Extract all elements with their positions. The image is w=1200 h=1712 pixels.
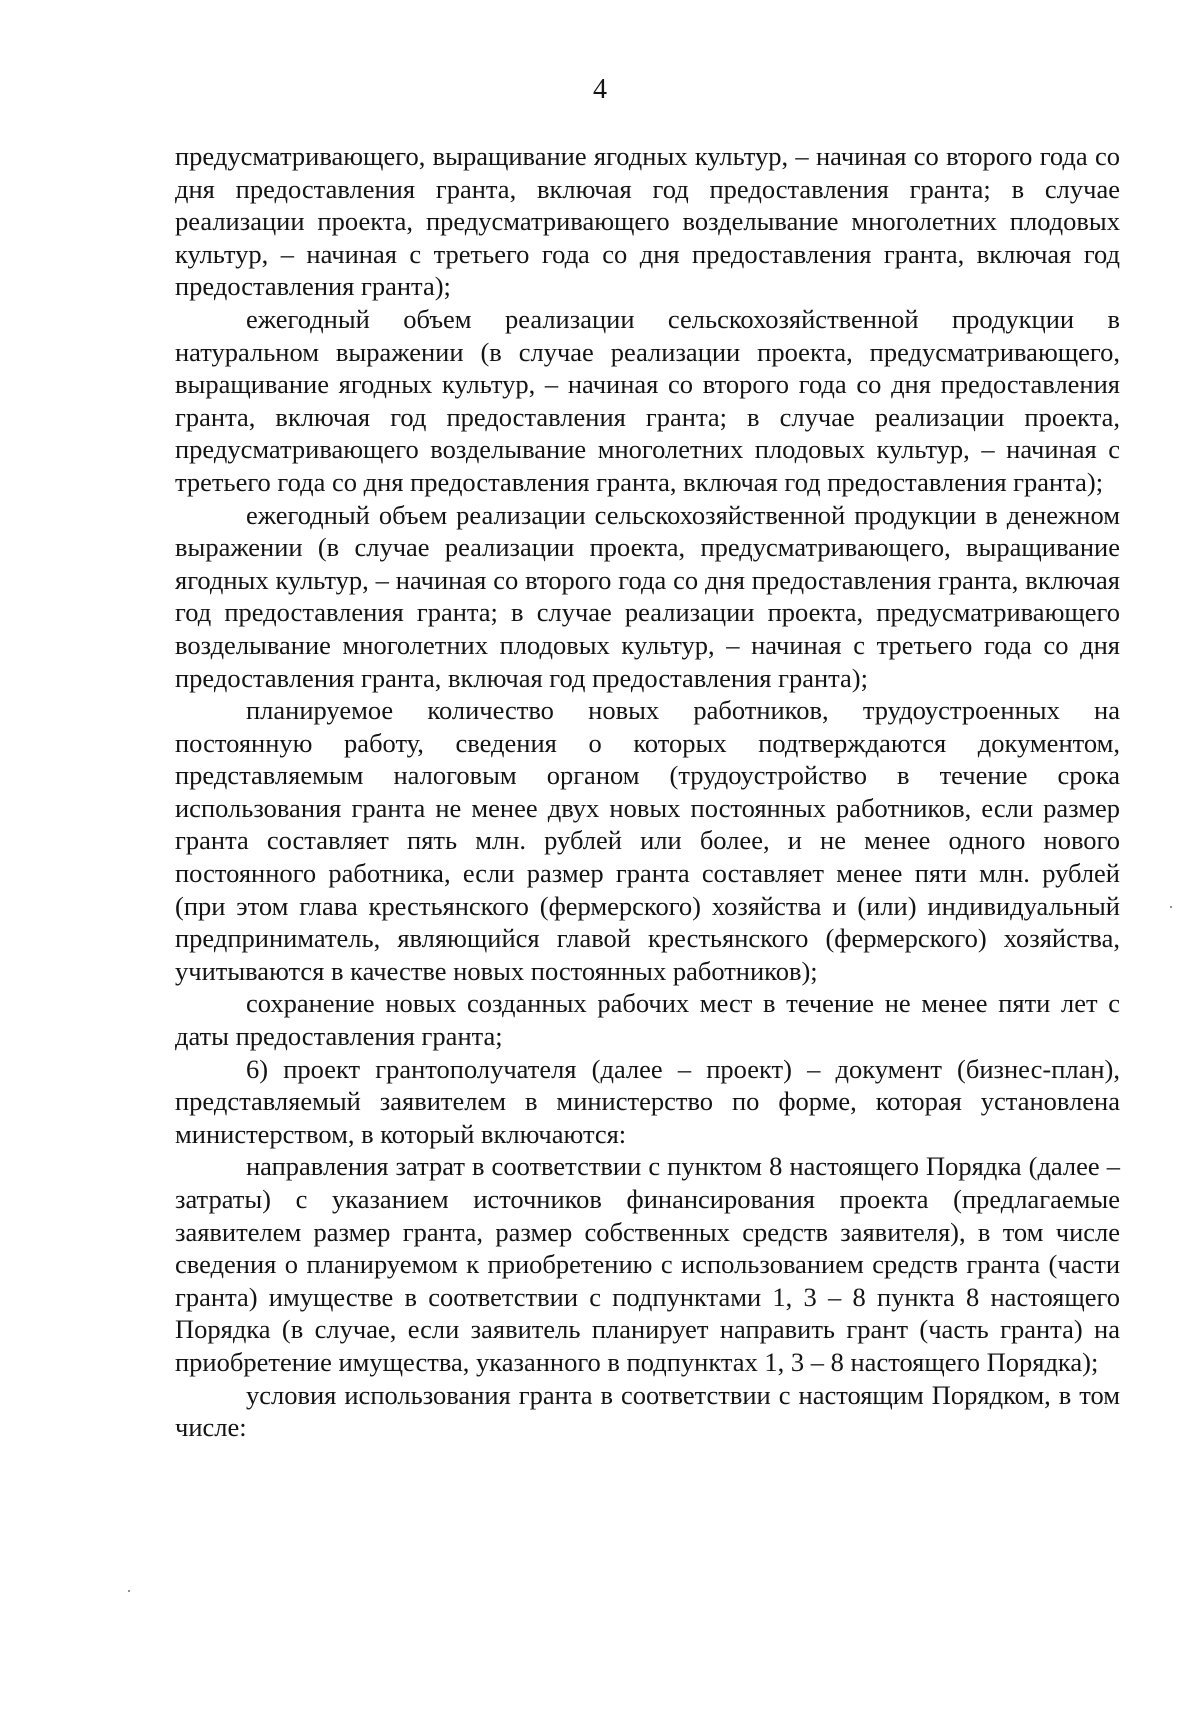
paragraph-monetary-volume: ежегодный объем реализации сельскохозяйственной продукции в денежном выражении (в случае реализации проекта, предусматривающего, выращивание ягодных культур, – начиная со второго года со дня предоставления гранта, включая год предоставления гранта; в случае реализации проекта, предусматривающего возделывание многолетних плодовых культур, – начиная с третьего года со дня предоставления гранта, включая год предоставления гранта); bbox=[175, 499, 1120, 693]
scan-speck bbox=[128, 1590, 130, 1592]
paragraph-natural-volume: ежегодный объем реализации сельскохозяйственной продукции в натуральном выражении (в случае реализации проекта, предусматривающего, выращивание ягодных культур, – начиная со второго года со дня предоставления гранта, включая год предоставления гранта; в случае реализации проекта, предусматривающего возделывание многолетних плодовых культур, – начиная с третьего года со дня предоставления гранта, включая год предоставления гранта); bbox=[175, 303, 1120, 497]
paragraph-new-workers: планируемое количество новых работников, трудоустроенных на постоянную работу, сведения о которых подтверждаются документом, представляемым налоговым органом (трудоустройство в течение срока использования гранта не менее двух новых постоянных работников, если размер гранта составляет пять млн. рублей или более, и не менее одного нового постоянного работника, если размер гранта составляет менее пяти млн. рублей (при этом глава крестьянского (фермерского) хозяйства и (или) индивидуальный предприниматель, являющийся главой крестьянского (фермерского) хозяйства, учитываются в качестве новых постоянных работников); bbox=[175, 695, 1120, 986]
paragraph-cost-directions: направления затрат в соответствии с пунктом 8 настоящего Порядка (далее – затраты) с указанием источников финансирования проекта (предлагаемые заявителем размер гранта, размер собственных средств заявителя), в том числе сведения о планируемом к приобретению с использованием средств гранта (части гранта) имуществе в соответствии с подпунктами 1, 3 – 8 пункта 8 настоящего Порядка (в случае, если заявитель планирует направить грант (часть гранта) на приобретение имущества, указанного в подпунктах 1, 3 – 8 настоящего Порядка); bbox=[175, 1151, 1120, 1377]
document-body bbox=[175, 140, 1120, 1444]
paragraph-job-retention: сохранение новых созданных рабочих мест в течение не менее пяти лет с даты предоставления гранта; bbox=[175, 988, 1120, 1052]
page-number: 4 bbox=[593, 74, 607, 105]
paragraph-continuation: предусматривающего, выращивание ягодных культур, – начиная со второго года со дня предоставления гранта, включая год предоставления гранта; в случае реализации проекта, предусматривающего возделывание многолетних плодовых культур, – начиная с третьего года со дня предоставления гранта, включая год предоставления гранта); bbox=[175, 141, 1120, 302]
paragraph-project-definition: 6) проект грантополучателя (далее – проект) – документ (бизнес-план), представляемый заявителем в министерство по форме, которая установлена министерством, в который включаются: bbox=[175, 1053, 1120, 1149]
paragraph-grant-conditions: условия использования гранта в соответствии с настоящим Порядком, в том числе: bbox=[175, 1379, 1120, 1443]
scan-speck bbox=[1170, 906, 1172, 908]
